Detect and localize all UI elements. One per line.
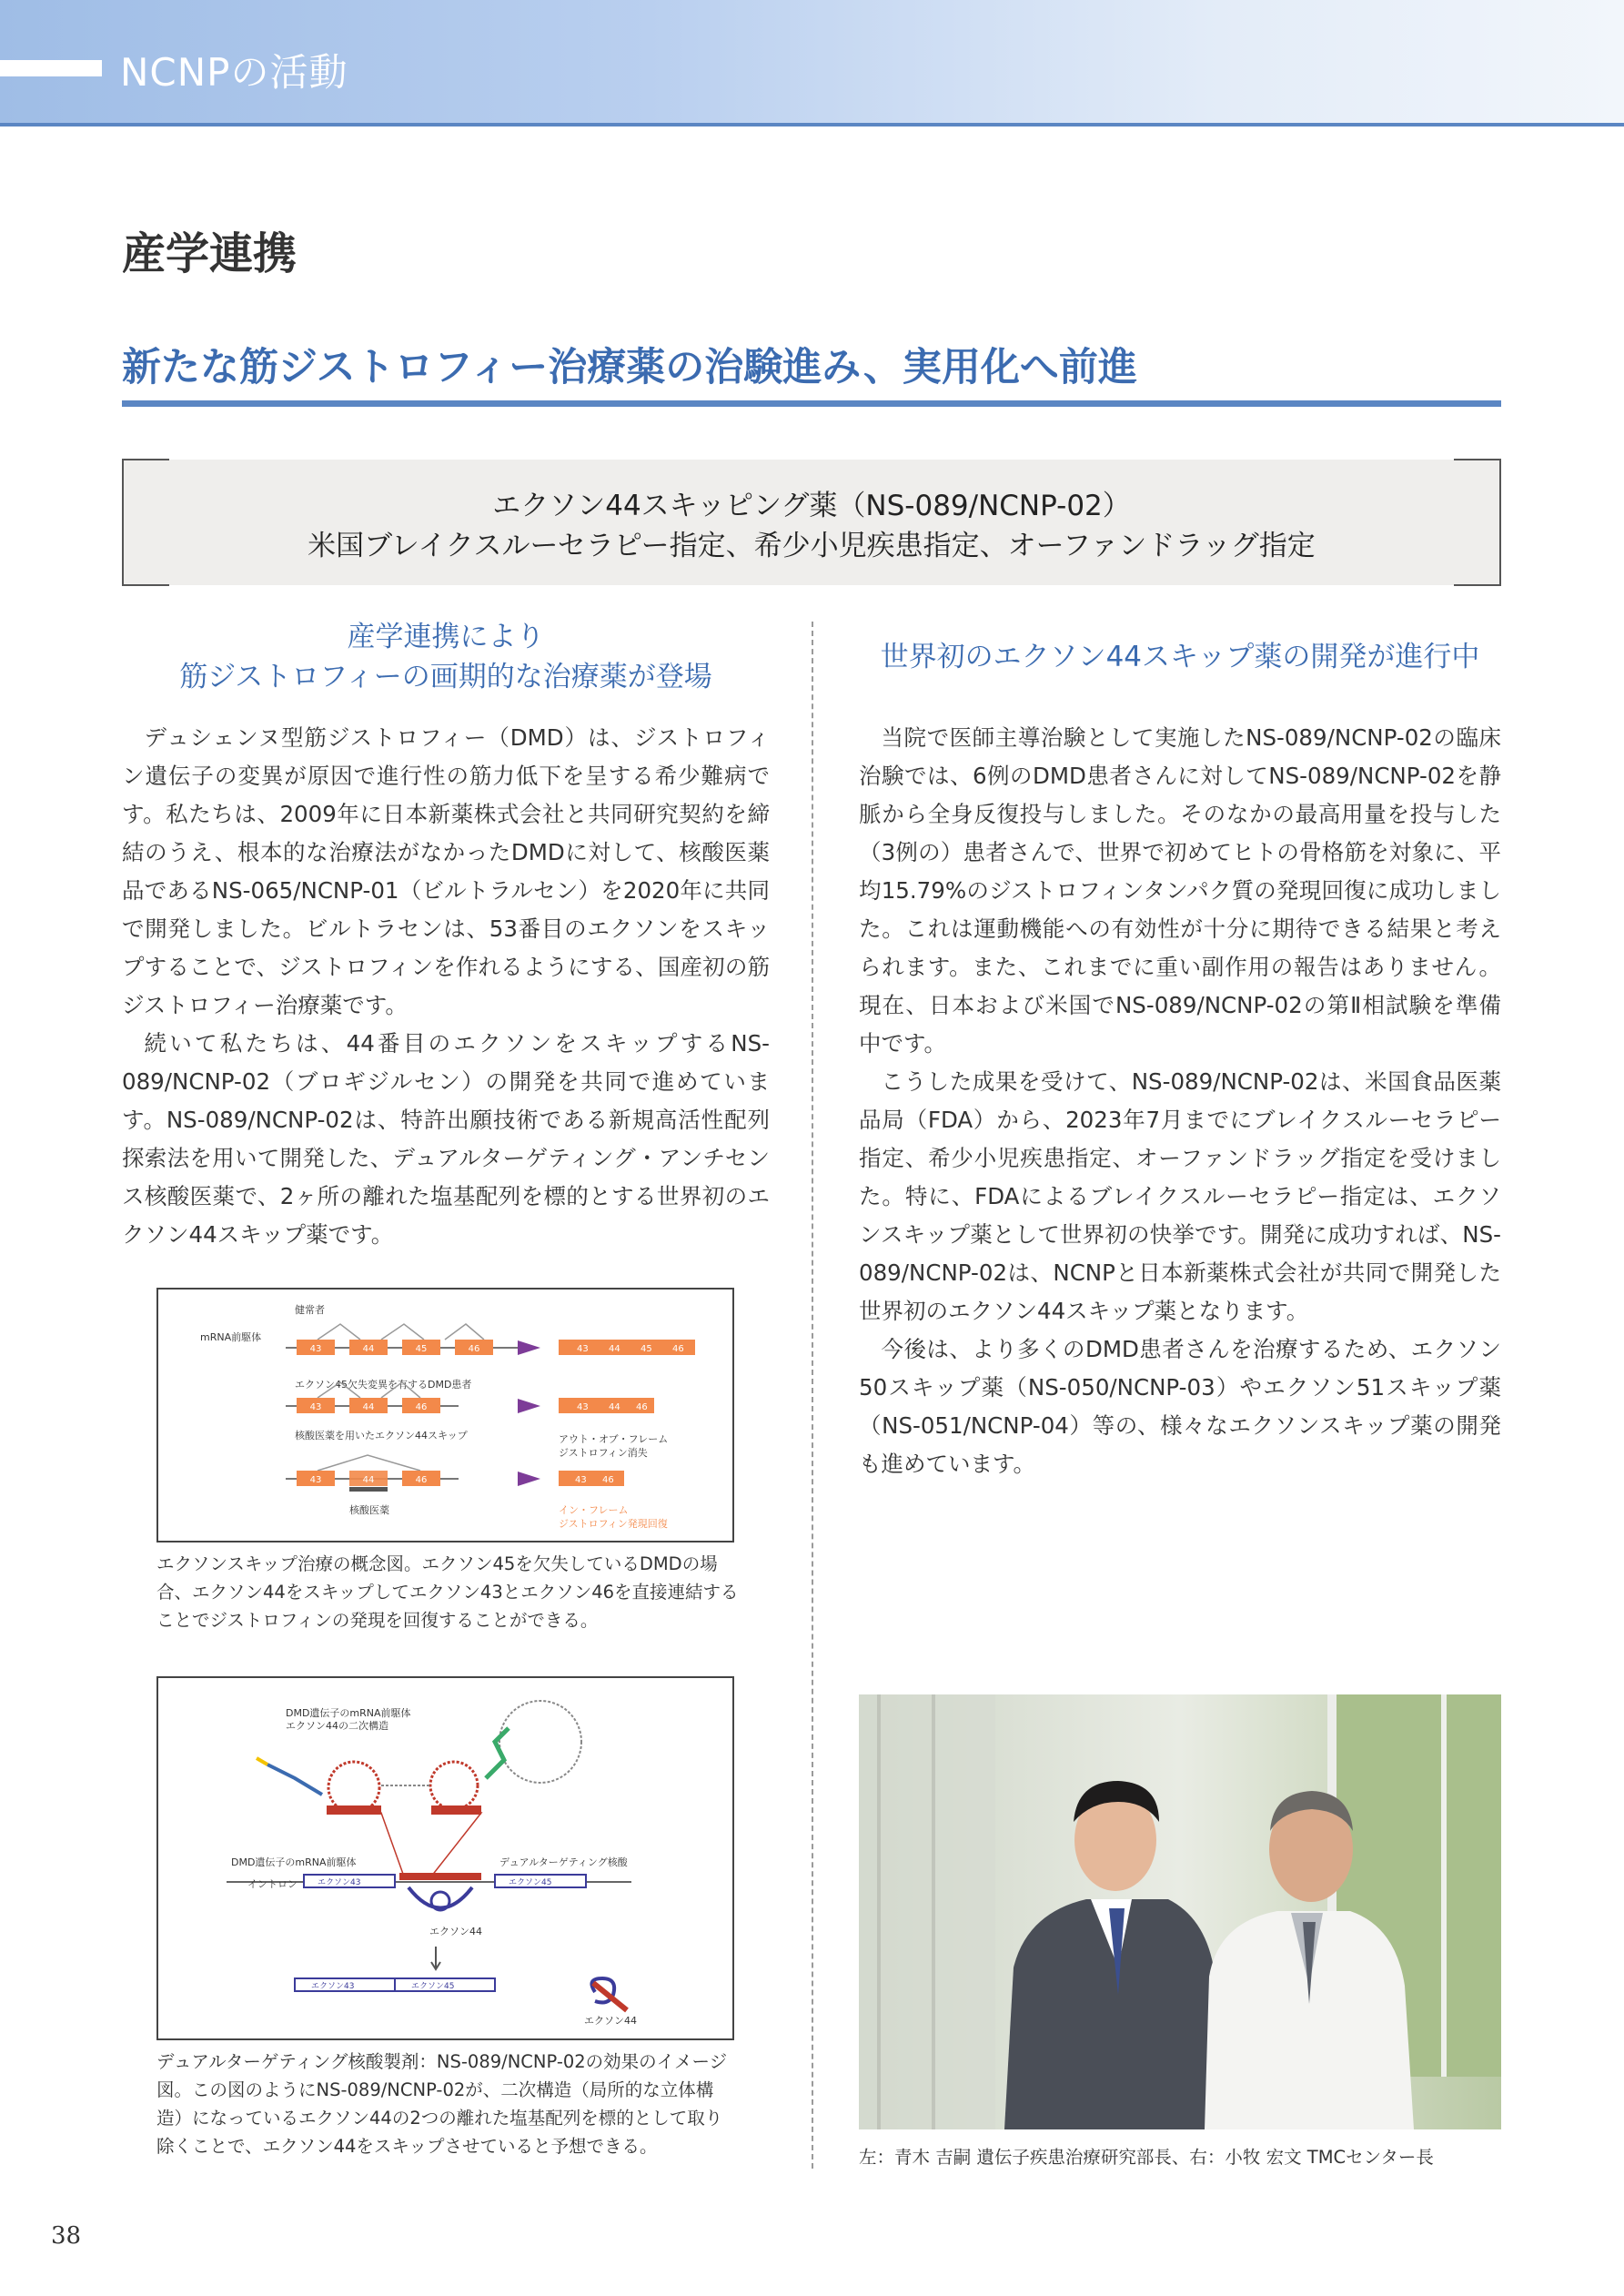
fig2-exon43-label: エクソン43 xyxy=(318,1878,361,1887)
fig1-exon-label: 45 xyxy=(415,1344,428,1354)
fig2-target-site xyxy=(327,1805,381,1815)
fig2-label-top-2: エクソン44の二次構造 xyxy=(286,1720,388,1732)
fig1-exon-label: 43 xyxy=(577,1402,589,1412)
fig1-exon-label: 43 xyxy=(309,1344,322,1354)
feature-line-2: 米国ブレイクスルーセラピー指定、希少小児疾患指定、オーファンドラッグ指定 xyxy=(308,530,1316,562)
researchers-photo xyxy=(859,1694,1501,2129)
fig1-row-skipped xyxy=(286,1455,624,1492)
figure1-caption: エクソンスキップ治療の概念図。エクソン45を欠失しているDMDの場合、エクソン44をスキップしてエクソン43とエクソン46を直接連結することでジストロフィンの発現を回復することができる。 xyxy=(156,1553,739,1631)
header-title: NCNPの活動 xyxy=(120,50,348,95)
fig1-row-healthy xyxy=(286,1324,695,1355)
fig2-product-exon45: エクソン45 xyxy=(411,1982,455,1991)
fig2-rna-loop xyxy=(430,1762,478,1809)
header-stripe xyxy=(0,60,102,76)
fig1-exon-label: 44 xyxy=(362,1402,375,1412)
header-rule xyxy=(0,123,1624,126)
fig1-exon-label: 43 xyxy=(309,1402,322,1412)
fig2-rna-stem xyxy=(486,1728,509,1778)
left-column-heading xyxy=(122,617,770,697)
fig1-exon-label: 44 xyxy=(362,1344,375,1354)
fig1-label-drug: 核酸医薬 xyxy=(349,1504,389,1516)
fig1-exon-label: 44 xyxy=(609,1402,620,1412)
figure2-caption: デュアルターゲティング核酸製剤：NS-089/NCNP-02の効果のイメージ図。この図のようにNS-089/NCNP-02が、二次構造（局所的な立体構造）になっているエクソン44の2つの離れた塩基配列を標的として取り除くことで、エクソン44をスキップさせていると予想できる。 xyxy=(156,2051,728,2157)
fig1-exon-label: 46 xyxy=(415,1475,428,1485)
fig2-rna-loop xyxy=(328,1762,379,1813)
photo-caption: 左：青木 吉嗣 遺伝子疾患治療研究部長、右：小牧 宏文 TMCセンター長 xyxy=(859,2147,1434,2168)
left-paragraph: デュシェンヌ型筋ジストロフィー（DMD）は、ジストロフィン遺伝子の変異が原因で進行性の筋力低下を呈する希少難病です。私たちは、2009年に日本新薬株式会社と共同研究契約を締結のうえ、根本的な治療法がなかったDMDに対して、核酸医薬品であるNS-065/NCNP-01（ビルトラルセン）を2020年に共同で開発しました。ビルトラセンは、53番目のエクソンをスキップすることで、ジストロフィンを作れるようにする、国産初の筋ジストロフィー治療薬です。 xyxy=(122,724,770,1018)
fig2-label-intron: イントロン xyxy=(247,1878,298,1890)
fig1-exon-label: 46 xyxy=(602,1475,614,1485)
fig2-product-exon43: エクソン43 xyxy=(311,1982,355,1991)
right-column-heading: 世界初のエクソン44スキップ薬の開発が進行中 xyxy=(880,641,1480,673)
section-title: 産学連携 xyxy=(122,228,298,279)
fig1-exon-label: 46 xyxy=(636,1402,648,1412)
column-divider xyxy=(812,622,813,2169)
dual-targeting-figure xyxy=(156,1676,734,2040)
page-number: 38 xyxy=(51,2222,82,2250)
fig1-label-outframe-1: アウト・オブ・フレーム xyxy=(559,1433,669,1445)
feature-line-1: エクソン44スキッピング薬（NS-089/NCNP-02） xyxy=(492,490,1131,522)
right-paragraph: 今後は、より多くのDMD患者さんを治療するため、エクソン50スキップ薬（NS-050/NCNP-03）やエクソン51スキップ薬（NS-051/NCNP-04）等の、様々なエクソンスキップ薬の開発も進めています。 xyxy=(859,1336,1501,1477)
right-paragraph: 当院で医師主導治験として実施したNS-089/NCNP-02の臨床治験では、6例のDMD患者さんに対してNS-089/NCNP-02を静脈から全身反復投与しました。そのなかの最高用量を投与した（3例の）患者さんで、世界で初めてヒトの骨格筋を対象に、平均15.79%のジストロフィンタンパク質の発現回復に成功しました。これは運動機能への有効性が十分に期待できる結果と考えられます。また、これまでに重い副作用の報告はありません。現在、日本および米国でNS-089/NCNP-02の第Ⅱ相試験を準備中です。 xyxy=(859,724,1501,1057)
fig2-label-top-1: DMD遺伝子のmRNA前駆体 xyxy=(286,1707,411,1719)
fig1-exon-label: 45 xyxy=(641,1344,652,1354)
fig2-label-dual: デュアルターゲティング核酸 xyxy=(499,1856,628,1868)
right-column-body xyxy=(859,719,1501,1483)
fig1-exon-label: 46 xyxy=(468,1344,480,1354)
fig1-label-inframe-2: ジストロフィン発現回復 xyxy=(559,1518,668,1530)
left-heading-line-2: 筋ジストロフィーの画期的な治療薬が登場 xyxy=(179,661,712,693)
fig2-label-exon44-b: エクソン44 xyxy=(584,2015,637,2027)
fig1-label-mrna: mRNA前駆体 xyxy=(200,1331,262,1343)
fig1-label-patient: エクソン45欠失変異を有するDMD患者 xyxy=(295,1379,472,1391)
headline: 新たな筋ジストロフィー治療薬の治験進み、実用化へ前進 xyxy=(122,345,1137,390)
fig2-rna-loop xyxy=(499,1701,581,1783)
fig1-label-outframe-2: ジストロフィン消失 xyxy=(559,1447,648,1459)
fig1-arrow xyxy=(518,1340,540,1355)
fig1-label-healthy: 健常者 xyxy=(295,1304,325,1316)
fig2-label-precursor: DMD遺伝子のmRNA前駆体 xyxy=(231,1856,357,1868)
fig2-target-site xyxy=(431,1805,481,1815)
fig1-exon-label: 44 xyxy=(362,1475,375,1485)
headline-rule xyxy=(122,400,1501,407)
fig1-exon-label: 43 xyxy=(575,1475,587,1485)
fig1-exon-label: 43 xyxy=(309,1475,322,1485)
fig2-label-exon44: エクソン44 xyxy=(429,1926,482,1937)
left-column-body xyxy=(122,719,770,1254)
exon-skipping-figure xyxy=(156,1288,734,1542)
fig2-exon45-label: エクソン45 xyxy=(509,1878,552,1887)
photo-illustration xyxy=(859,1694,1501,2129)
fig2-exon44-loop xyxy=(409,1887,472,1908)
fig1-exon-label: 46 xyxy=(672,1344,684,1354)
fig1-label-inframe-1: イン・フレーム xyxy=(559,1504,629,1516)
dual-targeting-diagram xyxy=(158,1678,734,2040)
exon-skipping-diagram xyxy=(158,1290,734,1542)
fig1-exon-label: 43 xyxy=(577,1344,589,1354)
fig1-exon-label: 44 xyxy=(609,1344,620,1354)
left-paragraph: 続いて私たちは、44番目のエクソンをスキップするNS-089/NCNP-02（ブロギジルセン）の開発を共同で進めています。NS-089/NCNP-02は、特許出願技術である新規高活性配列探索法を用いて開発した、デュアルターゲティング・アンチセンス核酸医薬で、2ヶ所の離れた塩基配列を標的とする世界初のエクソン44スキップ薬です。 xyxy=(122,1030,770,1248)
header-band xyxy=(0,0,1624,123)
fig1-exon-label: 46 xyxy=(415,1402,428,1412)
left-heading-line-1: 産学連携により xyxy=(347,621,545,653)
fig1-label-skip: 核酸医薬を用いたエクソン44スキップ xyxy=(295,1430,468,1441)
right-paragraph: こうした成果を受けて、NS-089/NCNP-02は、米国食品医薬品局（FDA）から、2023年7月までにブレイクスルーセラピー指定、希少小児疾患指定、オーファンドラッグ指定を受けました。特に、FDAによるブレイクスルーセラピー指定は、エクソンスキップ薬として世界初の快挙です。開発に成功すれば、NS-089/NCNP-02は、NCNPと日本新薬株式会社が共同で開発した世界初のエクソン44スキップ薬となります。 xyxy=(859,1068,1501,1324)
